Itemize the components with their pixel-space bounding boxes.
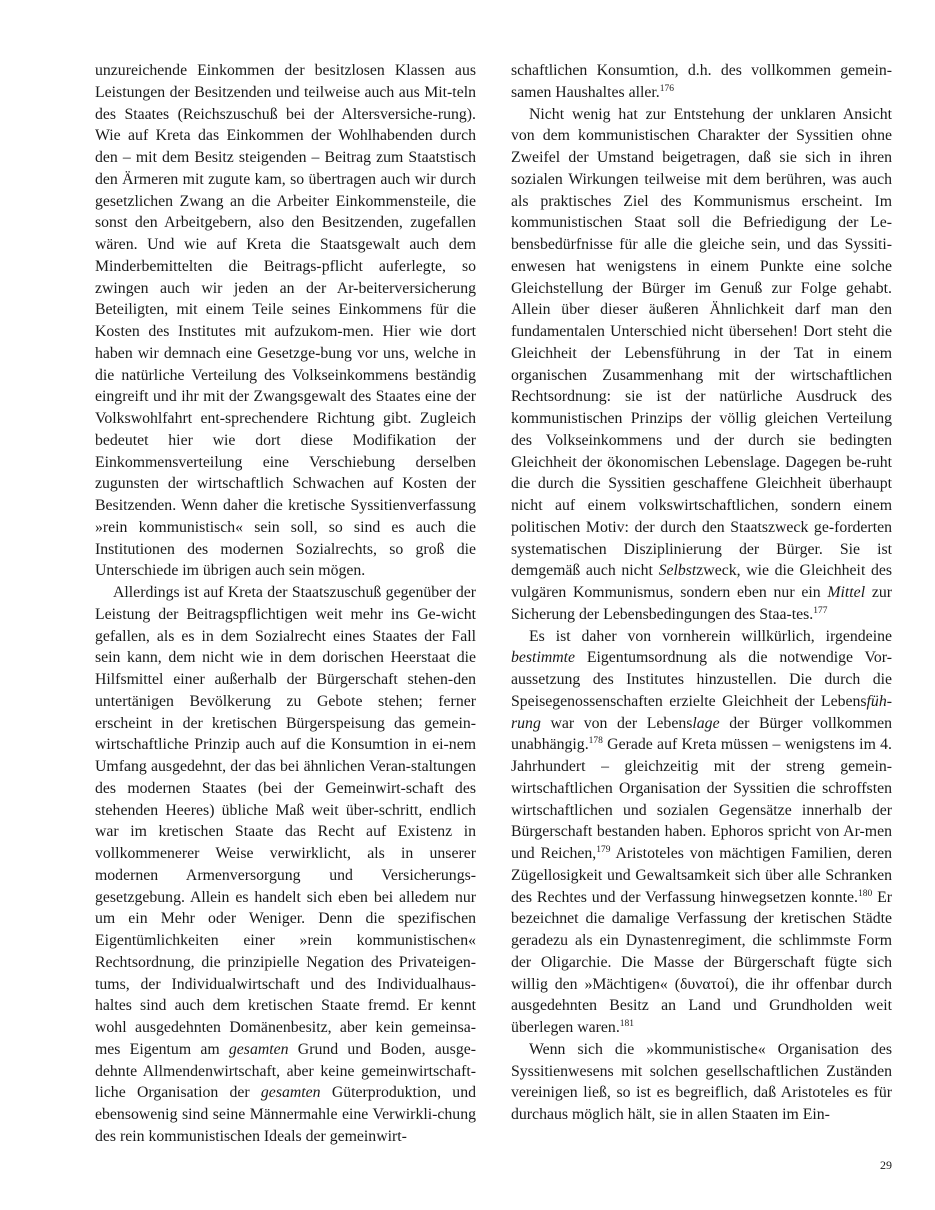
footnote-ref: 180 <box>857 888 873 899</box>
right-column <box>511 60 892 1126</box>
paragraph: Wenn sich die »kommunistische« Organisation des Syssitienwesens mit solchen gesellschaftlichen Zuständen vereinigen ließ, so ist es begreiflich, daß Aristoteles es für durchaus möglich hält, sie in allen Staaten im Ein- <box>511 1040 892 1123</box>
paragraph: Nicht wenig hat zur Entstehung der unklaren Ansicht von dem kommunistischen Charakter der Syssitien ohne Zweifel der Umstand beigetragen, daß sie sich in ihren sozialen Wirkungen teilweise mit dem berühren, was auch als praktisches Ziel des Kommunismus erscheint. Im kommunistischen Staat soll die Befriedigung der Le-bensbedürfnisse für alle die gleiche sein, und das Syssiti-enwesen hat wenigstens in einem Punkte eine solche Gleichstellung der Bürger im Genuß zur Folge gehabt. Allein über dieser äußeren Ähnlichkeit darf man den fundamentalen Unterschied nicht übersehen! Dort steht die Gleichheit der Lebensführung in der Tat in einem organischen Zusammenhang mit der wirtschaftlichen Rechtsordnung: sie ist der natürliche Ausdruck des kommunistischen Prinzips der völlig gleichen Verteilung des Volkseinkommens und der durch sie bedingten Gleichheit der ökonomischen Lebenslage. Dagegen be-ruht die durch die Syssitien geschaffene Gleichheit überhaupt nicht auf einem volkswirtschaftlichen, sondern einem politischen Motiv: der durch den Staatszweck ge-forderten systematischen Disziplinierung der Bürger. Sie ist demgemäß auch nicht Selbstzweck, wie die Gleichheit des vulgären Kommunismus, sondern eben nur ein Mittel zur Sicherung der Lebensbedingungen des Staa-tes.$^{177}$ <box>511 105 893 623</box>
footnote-ref: 176 <box>659 83 674 94</box>
paragraph: unzureichende Einkommen der besitzlosen Klassen aus Leistungen der Besitzenden und teilweise auch aus Mit-teln des Staates (Reichszuschuß bei der Altersversiche-rung). Wie auf Kreta das Einkommen der Wohlhabenden durch den – mit dem Besitz steigenden – Beitrag zum Staatstisch den Ärmeren mit zugute kam, so übertragen auch wir durch gesetzlichen Zwang an die Arbeiter Einkommensteile, die sonst den Arbeitgebern, also den Besitzenden, zugefallen wären. Und wie auf Kreta die Staatsgewalt auch dem Minderbemittelten die Beitrags-pflicht auferlegte, so zwingen auch wir jeden an der Ar-beiterversicherung Beteiligten, mit einem Teile seines Einkommens für die Kosten des Institutes mit aufzukom-men. Hier wie dort haben wir demnach eine Gesetzge-bung vor uns, welche in die natürliche Verteilung des Volkseinkommens beständig eingreift und ihr mit der Zwangsgewalt des Staates eine der Volkswohlfahrt ent-sprechendere Richtung gibt. Zugleich bedeutet hier wie dort diese Modifikation der Einkommensverteilung eine Verschiebung derselben zugunsten der wirtschaftlich Schwachen auf Kosten der Besitzenden. Wenn daher die kretische Syssitienverfassung »rein kommunistisch« sein soll, so sind es auch die Institutionen des modernen Sozialrechts, so groß die Unterschiede im übrigen auch sein mögen. <box>95 62 476 580</box>
page-number: 29 <box>880 1158 892 1172</box>
left-column <box>95 60 476 1148</box>
footnote-ref: 178 <box>588 736 603 747</box>
paragraph: Allerdings ist auf Kreta der Staatszuschuß gegenüber der Leistung der Beitragspflichtigen weit mehr ins Ge-wicht gefallen, als es in dem Sozialrecht eines Staates der Fall sein kann, dem nicht wie in dem dorischen Heerstaat die Hilfsmittel einer außerhalb der Bürgerschaft stehen-den untertänigen Bevölkerung zu Gebote stehen; ferner erscheint in der kretischen Bürgerspeisung das gemein-wirtschaftliche Prinzip auch auf die Konsumtion in ei-nem Umfang ausgedehnt, der das bei ähnlichen Veran-staltungen des modernen Staates (bei der Gemeinwirt-schaft des stehenden Heeres) übliche Maß weit über-schritt, endlich war im kretischen Staate das Recht auf Existenz in vollkommenerer Weise verwirklicht, als in unserer modernen Armenversorgung und Versicherungs-gesetzgebung. Allein es handelt sich eben bei alledem nur um ein Mehr oder Weniger. Denn die spezifischen Eigentümlichkeiten einer »rein kommunistischen« Rechtsordnung, die prinzipielle Negation des Privateigen-tums, der Individualwirtschaft und des Individualhaus-haltes sind auch dem kretischen Staate fremd. Er kennt wohl ausgedehnten Domänenbesitz, aber kein gemeinsa-mes Eigentum am gesamten Grund und Boden, ausge-dehnte Allmendenwirtschaft, aber keine gemeinwirtschaft-liche Organisation der gesamten Güterproduktion, und ebensowenig sind seine Männermahle eine Verwirkli-chung des rein kommunistischen Ideals der gemeinwirt- <box>95 584 476 1145</box>
footnote-ref: 177 <box>813 605 828 616</box>
footnote-ref: 179 <box>596 845 611 855</box>
footnote-ref: 181 <box>619 1019 635 1029</box>
paragraph: schaftlichen Konsumtion, d.h. des vollkommen gemein-samen Haushaltes aller.$^{176}$ <box>511 62 892 101</box>
paragraph: Es ist daher von vornherein willkürlich, irgendeine bestimmte Eigentumsordnung als die notwendige Vor-aussetzung des Institutes hinzustellen. Die durch die Speisegenossenschaften erzielte Gleichheit der Lebensfüh-rung war von der Lebenslage der Bürger vollkommen unabhängig.$^{178}$ Gerade auf Kreta müssen – wenigstens im 4. Jahrhundert – gleichzeitig mit der streng gemein-wirtschaftlichen Organisation der Syssitien die schroffsten wirtschaftlichen und sozialen Gegensätze innerhalb der Bürgerschaft bestanden haben. Ephoros spricht von Ar-men und Reichen,$^{179}$ Aristoteles von mächtigen Familien, deren Zügellosigkeit und Gewaltsamkeit sich über alle Schranken des Rechtes und der Verfassung hinwegsetzen konnte.$^{180}$ Er bezeichnet die damalige Verfassung der kretischen Städte geradezu als ein Dynastenregiment, die schlimmste Form der Oligarchie. Die Masse der Bürgerschaft fügte sich willig den »Mächtigen« (δυνατοί), die ihr offenbar durch ausgedehnten Besitz an Land und Grundholden weit überlegen waren.$^{181}$ <box>511 627 892 1036</box>
